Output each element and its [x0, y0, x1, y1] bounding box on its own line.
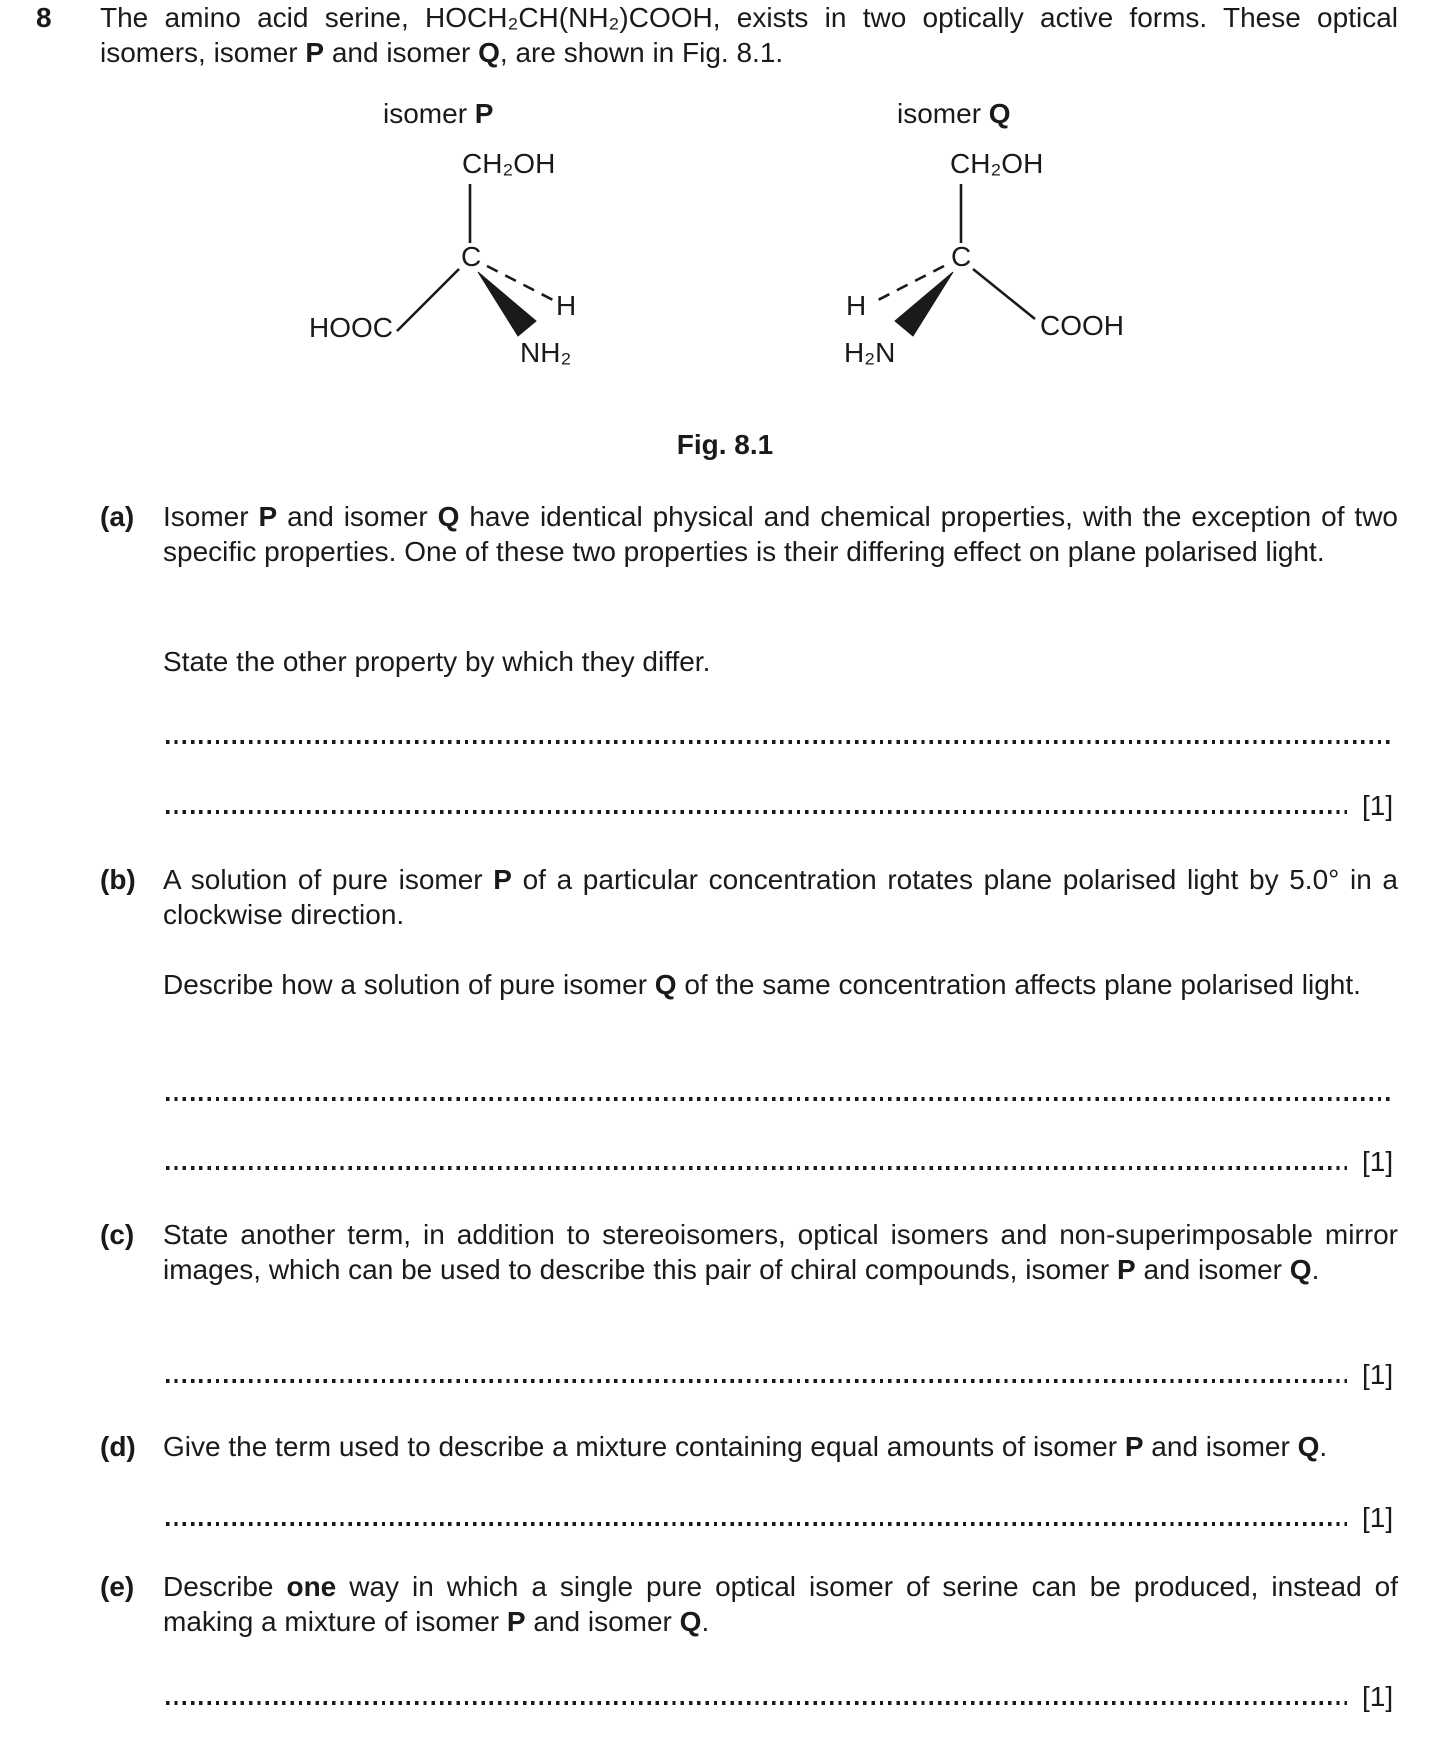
part-e-text — [163, 1569, 1398, 1639]
emphasis-one: one — [286, 1571, 337, 1602]
isomer-q-ref: Q — [437, 501, 460, 532]
intro-text: The amino acid serine, HOCH₂CH(NH₂)COOH, exists in two optically active forms. These optical isomers, isomer — [100, 2, 1398, 68]
mark-a: [1] — [1362, 790, 1394, 821]
mark-d: [1] — [1362, 1502, 1394, 1533]
answer-line-e-1 — [166, 1701, 1347, 1705]
part-a-marker: (a) — [100, 501, 135, 532]
p-group-hooc: HOOC — [309, 312, 393, 343]
isomer-p-title — [383, 99, 493, 129]
answer-line-a-1 — [166, 740, 1394, 744]
intro-text: and isomer — [324, 37, 479, 68]
mark-e: [1] — [1362, 1681, 1394, 1712]
isomer-p-ref: P — [258, 501, 278, 532]
isomer-q-ref: Q — [679, 1606, 702, 1637]
isomer-p-ref: P — [506, 1606, 526, 1637]
p-bond-to-hooc — [397, 269, 459, 331]
isomer-q-title-letter: Q — [988, 98, 1011, 129]
part-c-text-seg: . — [1311, 1254, 1320, 1285]
isomer-p-title-letter: P — [474, 98, 494, 129]
part-d-text — [163, 1429, 1398, 1464]
part-d-text-seg: Give the term used to describe a mixture containing equal amounts of isomer — [163, 1431, 1125, 1462]
isomer-q-ref: Q — [1297, 1431, 1320, 1462]
q-bond-to-cooh — [973, 269, 1035, 319]
question-intro — [100, 0, 1398, 70]
part-c-marker: (c) — [100, 1219, 135, 1250]
part-a-instruction: State the other property by which they differ. — [163, 646, 711, 677]
part-b-instruction-seg: Describe how a solution of pure isomer — [163, 969, 655, 1000]
answer-line-a-2 — [166, 810, 1347, 814]
p-group-nh2: NH₂ — [520, 337, 572, 368]
isomer-p-title-text: isomer — [383, 98, 475, 129]
p-group-h: H — [556, 290, 577, 321]
isomer-q-ref: Q — [1289, 1254, 1312, 1285]
isomer-p-ref: P — [1124, 1431, 1144, 1462]
part-b-instruction — [163, 967, 1398, 1002]
answer-line-b-1 — [166, 1097, 1394, 1101]
q-chiral-carbon: C — [951, 241, 972, 272]
part-d-text-seg: . — [1319, 1431, 1328, 1462]
p-bond-wedge-to-nh2 — [478, 272, 536, 336]
part-e-text-seg: way in which a single pure optical isomer of serine can be produced, instead of making a mixture of isomer — [163, 1571, 1398, 1637]
answer-line-b-2 — [166, 1166, 1347, 1170]
part-b-instruction-seg: of the same concentration affects plane polarised light. — [676, 969, 1361, 1000]
q-bond-wedge-to-h2n — [895, 272, 953, 336]
p-group-ch2oh: CH₂OH — [462, 148, 556, 179]
part-a-text-seg: Isomer — [163, 501, 259, 532]
p-bond-dashed-to-h — [487, 266, 553, 300]
part-c-text-seg: and isomer — [1135, 1254, 1290, 1285]
isomer-q-ref: Q — [478, 37, 500, 68]
intro-text: , are shown in Fig. 8.1. — [499, 37, 784, 68]
answer-line-c-1 — [166, 1379, 1347, 1383]
part-e-text-seg: and isomer — [525, 1606, 680, 1637]
mark-c: [1] — [1362, 1359, 1394, 1390]
answer-line-d-1 — [166, 1522, 1347, 1526]
part-e-marker: (e) — [100, 1571, 135, 1602]
part-b-text-seg: A solution of pure isomer — [163, 864, 494, 895]
q-group-cooh: COOH — [1040, 310, 1124, 341]
part-d-text-seg: and isomer — [1143, 1431, 1298, 1462]
part-a-text-seg: and isomer — [277, 501, 438, 532]
part-b-text-seg: of a particular concentration rotates plane polarised light by 5.0° in a clockwise direction. — [163, 864, 1399, 930]
q-bond-dashed-to-h — [878, 266, 944, 300]
part-d-marker: (d) — [100, 1431, 136, 1462]
part-e-text-seg: Describe — [163, 1571, 287, 1602]
mark-b: [1] — [1362, 1146, 1394, 1177]
part-b-marker: (b) — [100, 864, 136, 895]
isomer-q-title-text: isomer — [897, 98, 989, 129]
part-c-text-seg: State another term, in addition to stereoisomers, optical isomers and non-superimposable mirror images, which can be used to describe this pair of chiral compounds, isomer — [163, 1219, 1398, 1285]
q-group-h: H — [846, 290, 867, 321]
isomer-q-title — [897, 99, 1011, 129]
part-b-text — [163, 862, 1398, 932]
isomer-p-ref: P — [1117, 1254, 1136, 1285]
part-c-text — [163, 1217, 1398, 1287]
question-number: 8 — [36, 2, 52, 33]
part-a-text-seg: have identical physical and chemical properties, with the exception of two specific properties. One of these two properties is their differing effect on plane polarised light. — [163, 501, 1398, 567]
q-group-h2n: H₂N — [844, 337, 896, 368]
isomer-q-ref: Q — [654, 969, 677, 1000]
figure-caption: Fig. 8.1 — [676, 429, 774, 460]
isomer-p-ref: P — [493, 864, 512, 895]
isomer-p-ref: P — [305, 37, 325, 68]
part-e-text-seg: . — [701, 1606, 710, 1637]
q-group-ch2oh: CH₂OH — [950, 148, 1044, 179]
part-a-text — [163, 499, 1398, 569]
p-chiral-carbon: C — [461, 241, 482, 272]
